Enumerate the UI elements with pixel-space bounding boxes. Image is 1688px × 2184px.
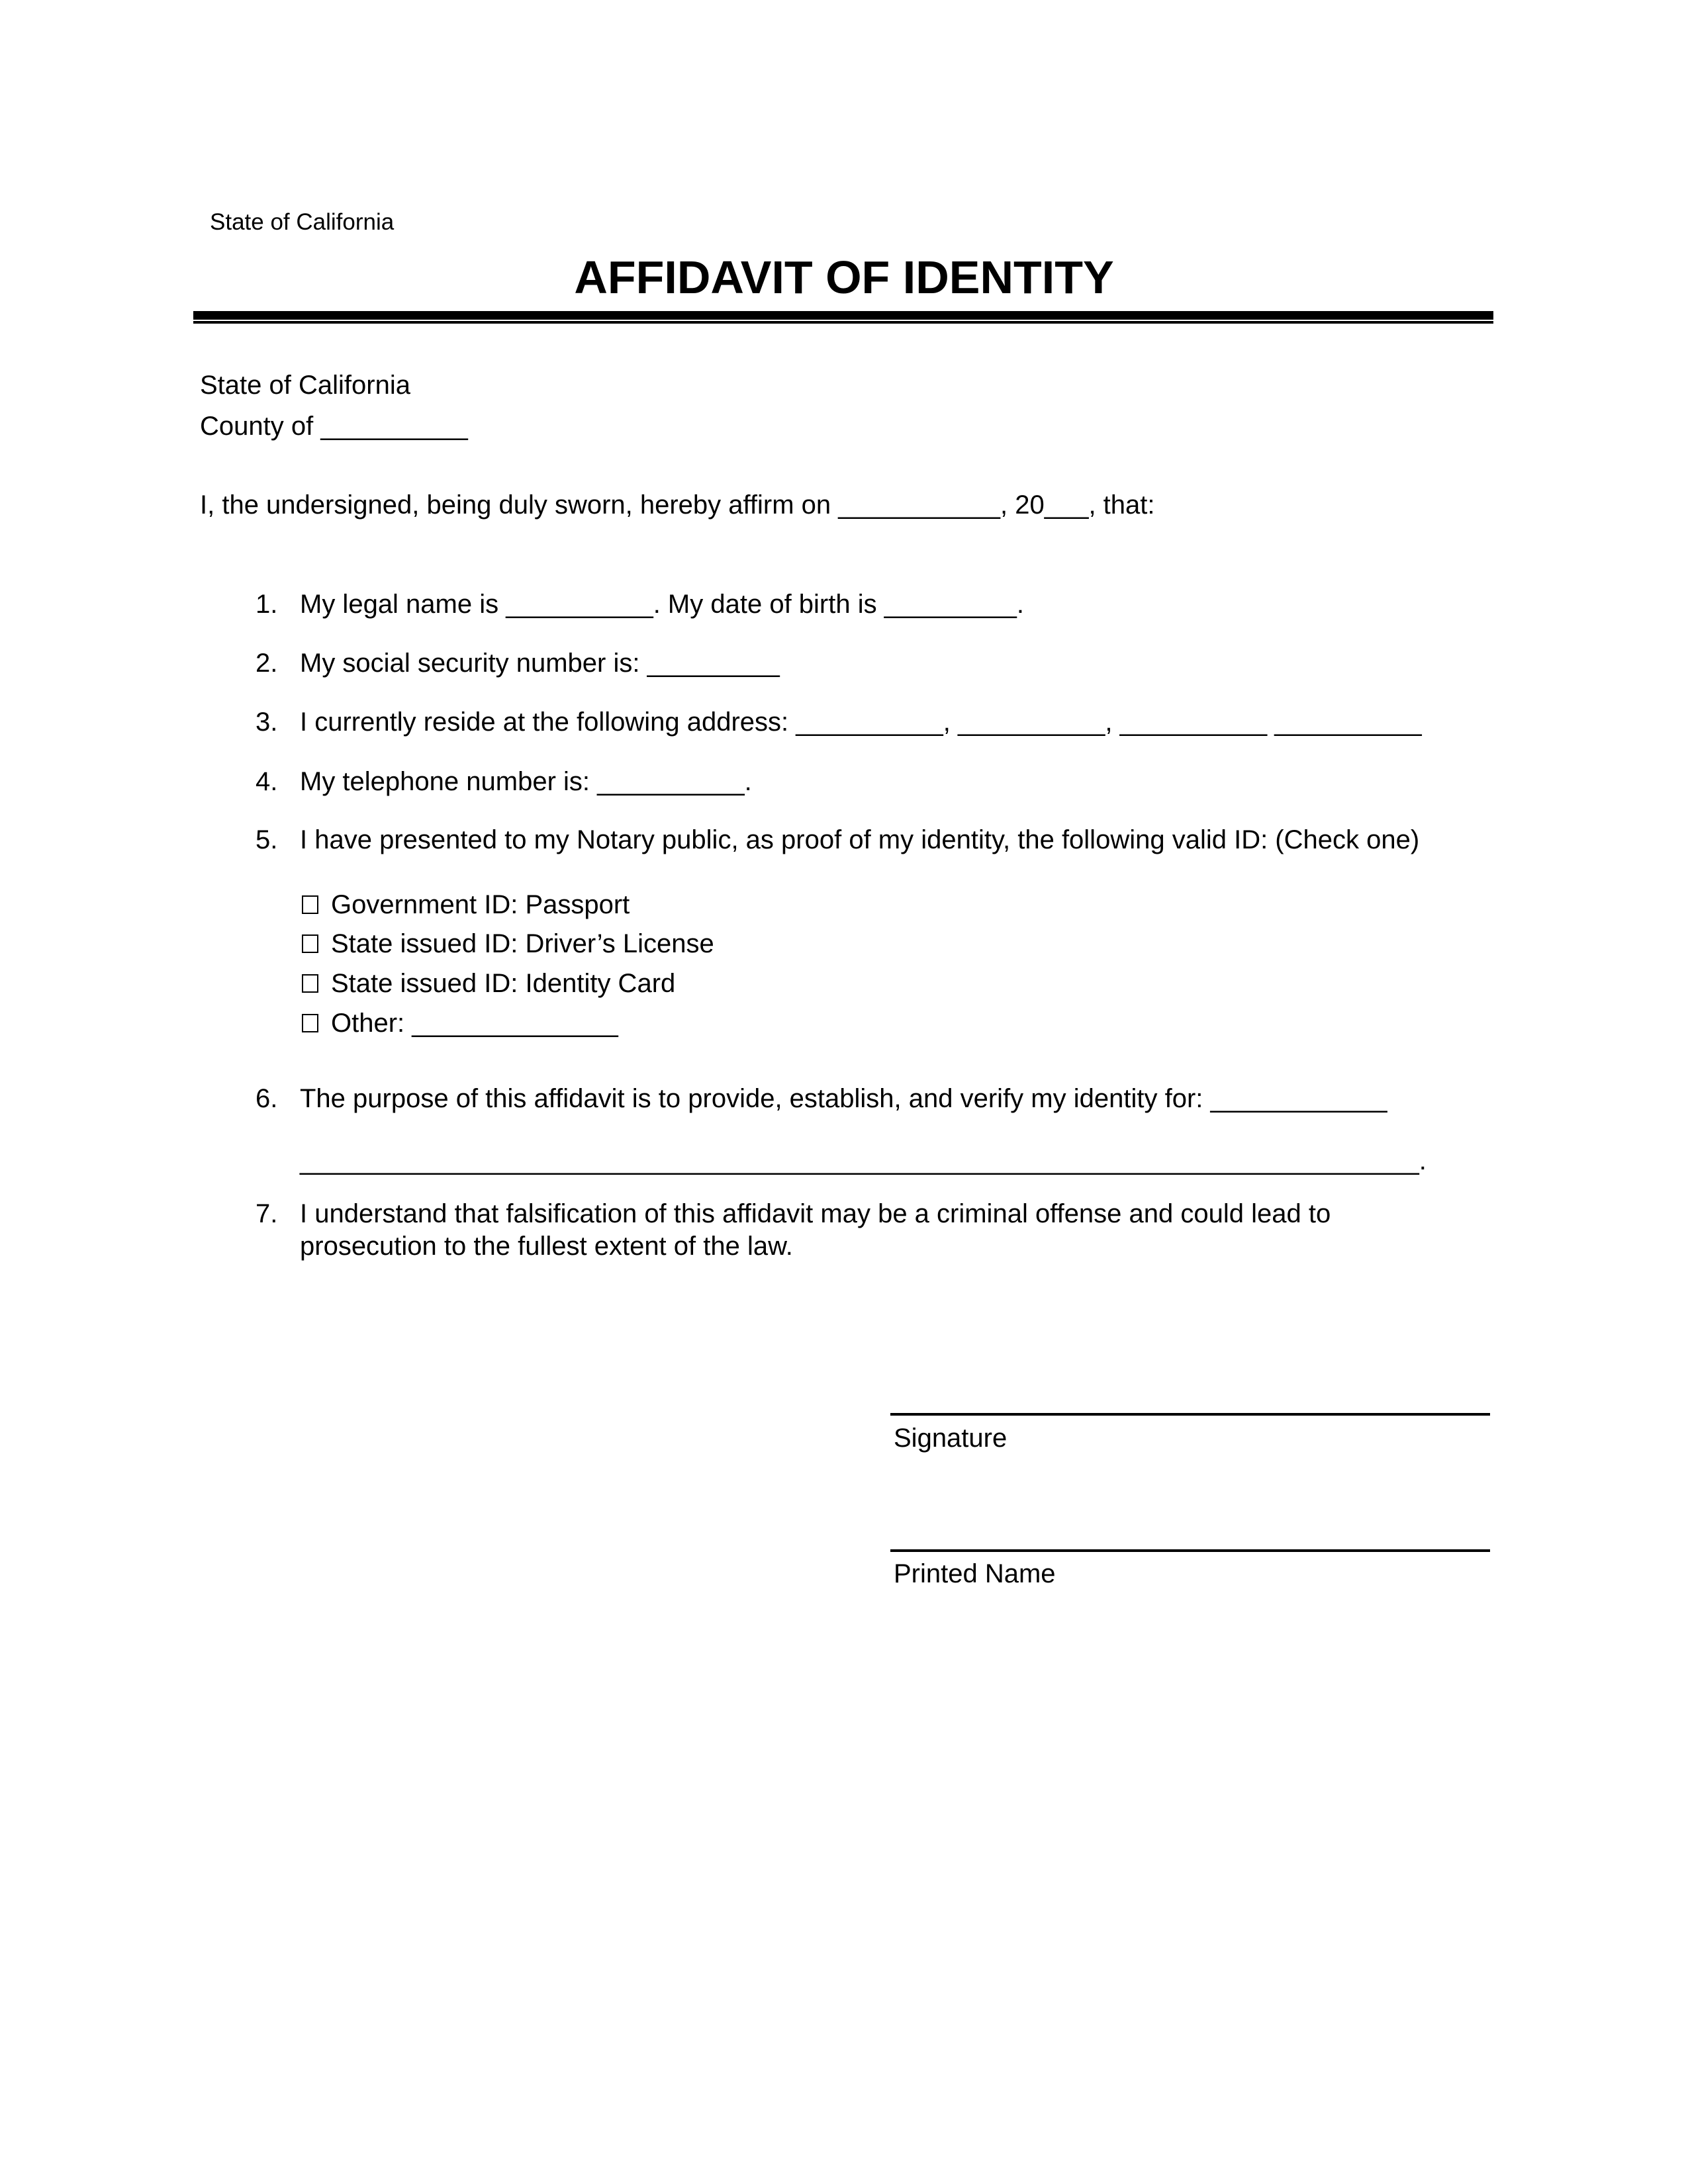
checkbox-icon[interactable]	[302, 974, 318, 993]
venue-county[interactable]: County of __________	[200, 412, 468, 441]
item-id-presented: I have presented to my Notary public, as proof of my identity, the following valid ID: (Check one)	[300, 825, 1420, 854]
item-address[interactable]: I currently reside at the following address: __________, __________, __________ __________	[300, 707, 1422, 737]
checkbox-icon[interactable]	[302, 895, 318, 914]
item-purpose-continuation[interactable]: ____________________________________________________________________________.	[300, 1146, 1427, 1175]
checkbox-icon[interactable]	[302, 934, 318, 953]
title-rule-thin	[193, 321, 1493, 324]
document-title: AFFIDAVIT OF IDENTITY	[574, 251, 1114, 303]
id-option-identity-card: State issued ID: Identity Card	[331, 969, 676, 998]
item-falsification-warning: I understand that falsification of this affidavit may be a criminal offense and could lead to	[300, 1199, 1331, 1228]
venue-state: State of California	[200, 371, 410, 400]
item-number: 3.	[256, 707, 278, 737]
header-state-label: State of California	[210, 209, 395, 235]
item-purpose[interactable]: The purpose of this affidavit is to provide, establish, and verify my identity for: ____________	[300, 1084, 1387, 1113]
signature-line[interactable]	[890, 1413, 1490, 1416]
item-falsification-warning-continuation: prosecution to the fullest extent of the law.	[300, 1232, 793, 1261]
title-rule-thick	[193, 311, 1493, 320]
item-number: 7.	[256, 1199, 278, 1228]
intro-statement[interactable]: I, the undersigned, being duly sworn, hereby affirm on ___________, 20___, that:	[200, 490, 1155, 520]
item-number: 2.	[256, 649, 278, 678]
id-option-passport: Government ID: Passport	[331, 890, 630, 919]
checkbox-icon[interactable]	[302, 1014, 318, 1032]
item-telephone[interactable]: My telephone number is: __________.	[300, 767, 752, 796]
item-number: 4.	[256, 767, 278, 796]
item-number: 1.	[256, 590, 278, 619]
signature-label: Signature	[894, 1424, 1008, 1453]
item-number: 5.	[256, 825, 278, 854]
item-number: 6.	[256, 1084, 278, 1113]
item-ssn[interactable]: My social security number is: _________	[300, 649, 780, 678]
printed-name-label: Printed Name	[894, 1559, 1056, 1588]
item-legal-name-dob[interactable]: My legal name is __________. My date of birth is _________.	[300, 590, 1025, 619]
printed-name-line[interactable]	[890, 1549, 1490, 1552]
id-option-drivers-license: State issued ID: Driver’s License	[331, 929, 714, 958]
id-option-other[interactable]: Other: ______________	[331, 1009, 618, 1038]
